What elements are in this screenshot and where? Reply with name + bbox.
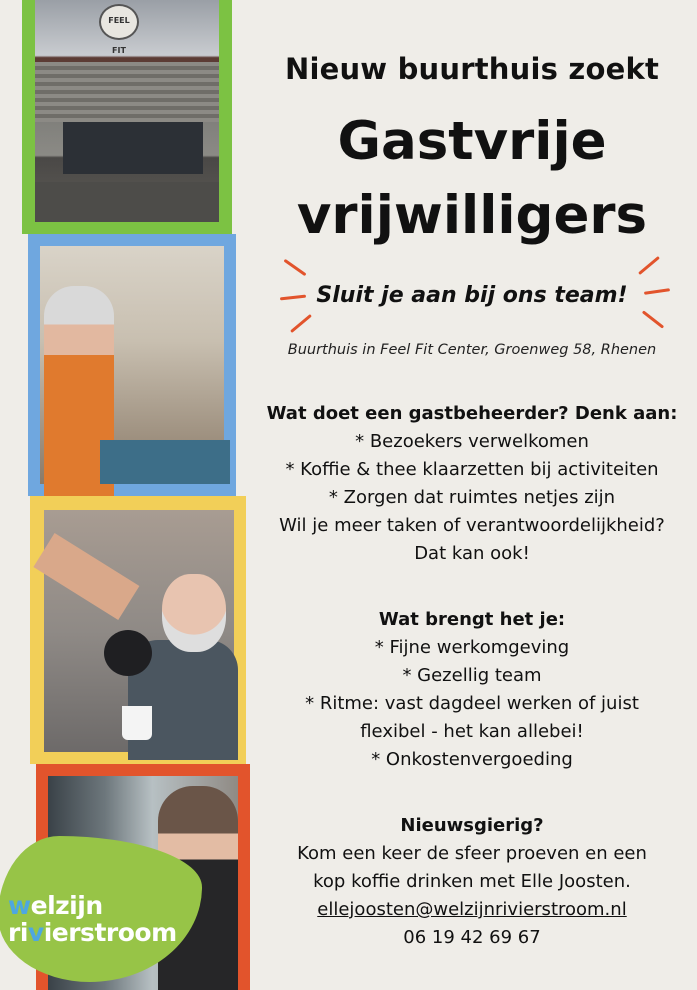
task-note: Dat kan ook! <box>414 543 530 564</box>
decor-dash <box>638 256 660 275</box>
location-text: Buurthuis in Feel Fit Center, Groenweg 58, Rhenen <box>287 342 657 358</box>
section-contact <box>252 812 692 952</box>
building-sign: FEEL FIT <box>99 4 139 40</box>
contact-text: Kom een keer de sfeer proeven en een <box>297 843 647 864</box>
benefit-item: flexibel - het kan allebei! <box>360 721 584 742</box>
slogan: Sluit je aan bij ons team! <box>316 283 628 308</box>
section-benefits <box>252 606 692 774</box>
email-link[interactable]: ellejoosten@welzijnrivierstroom.nl <box>317 899 627 920</box>
decor-dash <box>290 314 312 333</box>
task-note: Wil je meer taken of verantwoordelijkheid? <box>279 515 665 536</box>
benefit-item: * Ritme: vast dagdeel werken of juist <box>305 693 639 714</box>
section-contact-heading: Nieuwsgierig? <box>400 815 544 836</box>
task-item: * Zorgen dat ruimtes netjes zijn <box>328 487 616 508</box>
decor-dash <box>642 310 664 328</box>
section-benefits-heading: Wat brengt het je: <box>378 609 566 630</box>
photo-building <box>22 0 232 234</box>
benefit-item: * Gezellig team <box>402 665 542 686</box>
phone-number: 06 19 42 69 67 <box>403 927 541 948</box>
photo-pouring-coffee <box>30 496 246 764</box>
logo-text-welzijn: welzijn <box>8 891 103 920</box>
benefit-item: * Fijne werkomgeving <box>374 637 570 658</box>
contact-text: kop koffie drinken met Elle Joosten. <box>313 871 631 892</box>
section-tasks-heading: Wat doet een gastbeheerder? Denk aan: <box>266 403 678 424</box>
headline-line-1: Gastvrije <box>337 111 607 172</box>
headline-line-2: vrijwilligers <box>296 185 648 246</box>
task-item: * Bezoekers verwelkomen <box>355 431 589 452</box>
task-item: * Koffie & thee klaarzetten bij activiteiten <box>285 459 659 480</box>
intro-text: Nieuw buurthuis zoekt <box>284 52 660 86</box>
logo-text-rivierstroom: rivierstroom <box>8 918 177 947</box>
photo-volunteers-cups <box>28 234 236 496</box>
section-tasks <box>252 400 692 568</box>
decor-dash <box>283 259 306 276</box>
benefit-item: * Onkostenvergoeding <box>371 749 573 770</box>
